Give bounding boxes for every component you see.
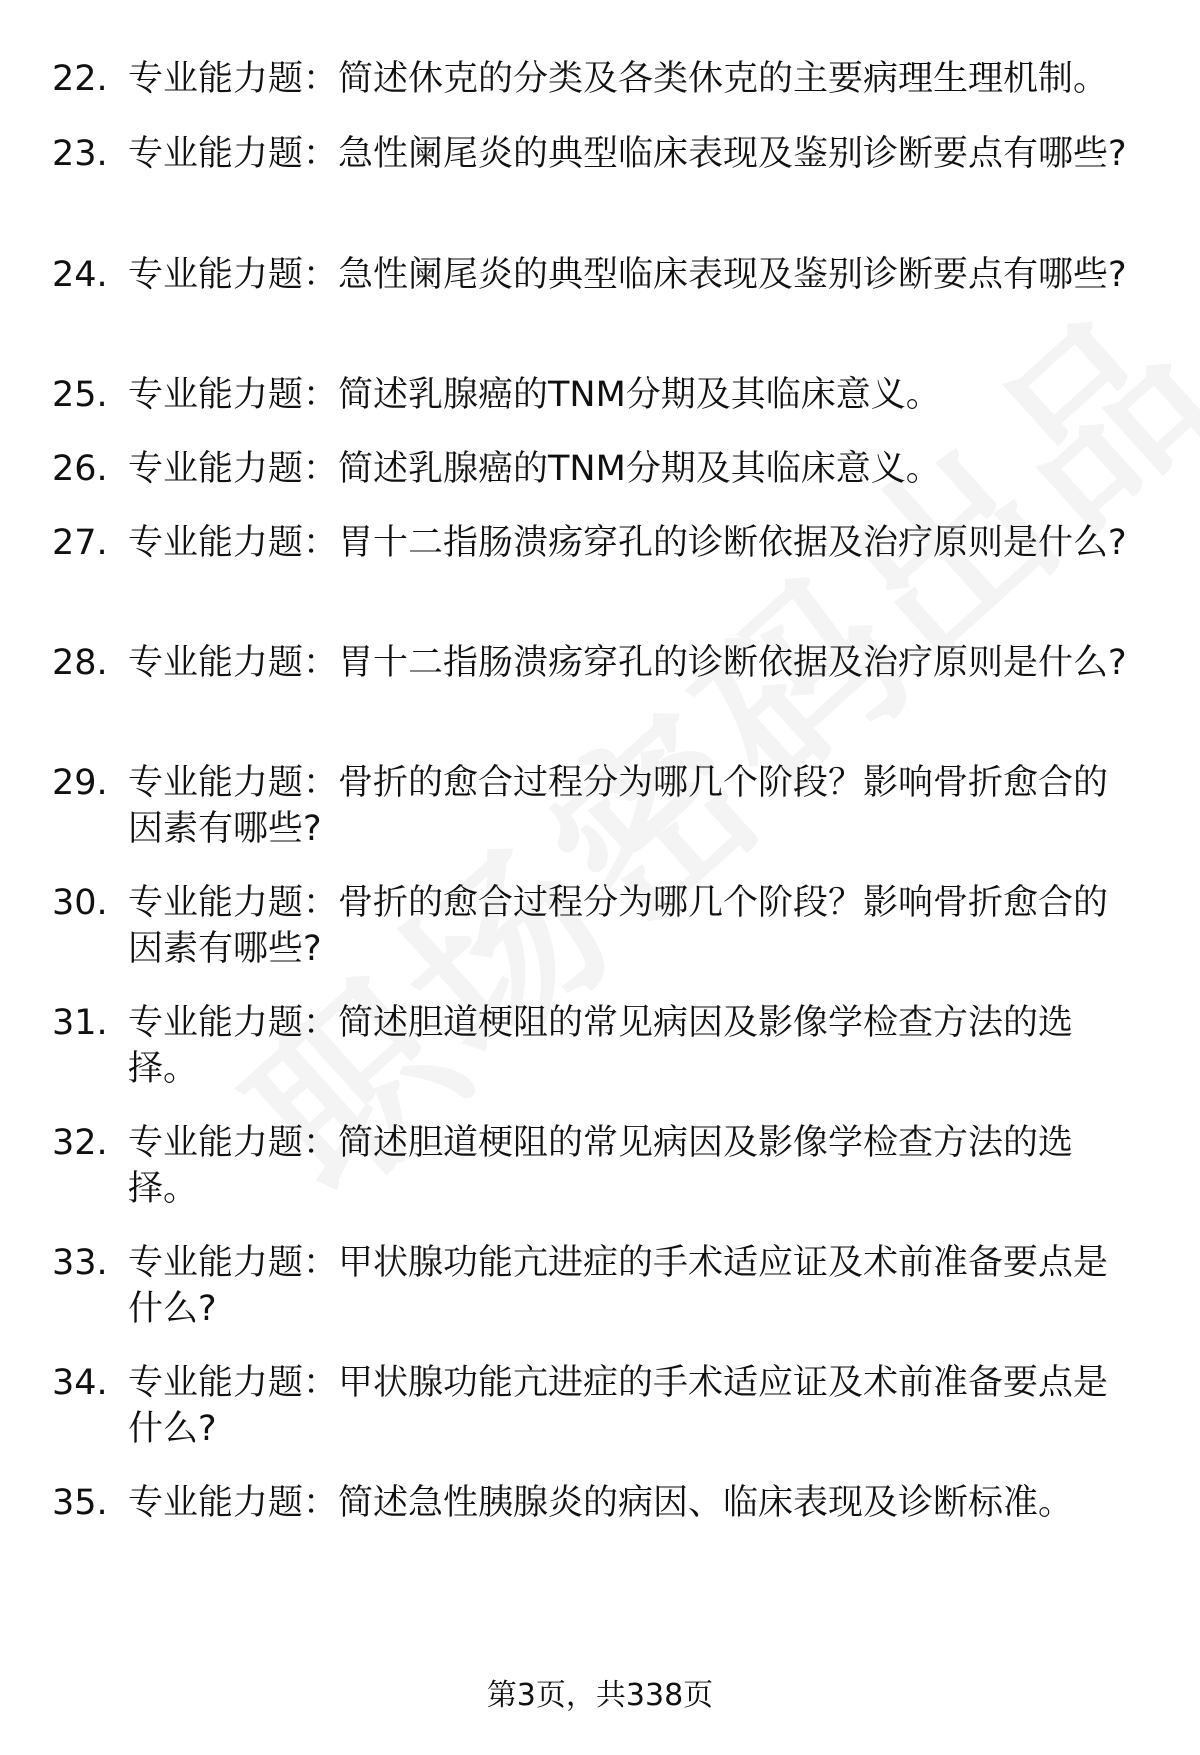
- question-text: 简述休克的分类及各类休克的主要病理生理机制。: [338, 59, 1109, 99]
- question-number: 26.: [52, 449, 108, 489]
- question-number: 25.: [52, 375, 108, 415]
- question-label: 专业能力题：: [128, 375, 339, 415]
- question-body: [128, 1360, 1138, 1452]
- question-number: 34.: [52, 1363, 108, 1403]
- question-number: 31.: [52, 1003, 108, 1043]
- question-label: 专业能力题：: [128, 523, 339, 563]
- question-label: 专业能力题：: [128, 59, 339, 99]
- question-body: [128, 56, 1138, 102]
- question-body: [128, 640, 1138, 686]
- question-label: 专业能力题：: [128, 763, 339, 803]
- question-label: 专业能力题：: [128, 883, 339, 923]
- question-text: 简述乳腺癌的TNM分期及其临床意义。: [338, 449, 941, 489]
- question-text: 骨折的愈合过程分为哪几个阶段？影响骨折愈合的因素有哪些?: [128, 883, 1109, 969]
- question-label: 专业能力题：: [128, 1003, 339, 1043]
- question-body: [128, 1480, 1138, 1526]
- question-number: 29.: [52, 763, 108, 803]
- question-body: [128, 372, 1138, 418]
- question-text: 简述胆道梗阻的常见病因及影像学检查方法的选择。: [128, 1123, 1074, 1209]
- question-text: 简述胆道梗阻的常见病因及影像学检查方法的选择。: [128, 1003, 1074, 1089]
- question-text: 甲状腺功能亢进症的手术适应证及术前准备要点是什么?: [128, 1243, 1109, 1329]
- question-text: 甲状腺功能亢进症的手术适应证及术前准备要点是什么?: [128, 1363, 1109, 1449]
- question-number: 23.: [52, 134, 108, 174]
- question-body: [128, 252, 1138, 298]
- question-body: [128, 760, 1138, 852]
- question-number: 35.: [52, 1483, 108, 1523]
- question-label: 专业能力题：: [128, 134, 339, 174]
- question-label: 专业能力题：: [128, 643, 339, 683]
- question-text: 胃十二指肠溃疡穿孔的诊断依据及治疗原则是什么?: [338, 523, 1127, 563]
- question-label: 专业能力题：: [128, 1363, 339, 1403]
- question-text: 简述乳腺癌的TNM分期及其临床意义。: [338, 375, 941, 415]
- question-number: 32.: [52, 1123, 108, 1163]
- question-number: 33.: [52, 1243, 108, 1283]
- question-label: 专业能力题：: [128, 1483, 339, 1523]
- question-body: [128, 1240, 1138, 1332]
- question-body: [128, 1120, 1138, 1212]
- question-body: [128, 131, 1138, 177]
- question-body: [128, 880, 1138, 972]
- question-label: 专业能力题：: [128, 1123, 339, 1163]
- question-text: 简述急性胰腺炎的病因、临床表现及诊断标准。: [338, 1483, 1074, 1523]
- question-number: 27.: [52, 523, 108, 563]
- question-number: 24.: [52, 255, 108, 295]
- page-footer: 第3页，共338页: [486, 1678, 714, 1713]
- question-body: [128, 446, 1138, 492]
- question-label: 专业能力题：: [128, 1243, 339, 1283]
- question-text: 急性阑尾炎的典型临床表现及鉴别诊断要点有哪些?: [338, 134, 1127, 174]
- question-label: 专业能力题：: [128, 255, 339, 295]
- question-body: [128, 1000, 1138, 1092]
- question-number: 30.: [52, 883, 108, 923]
- question-text: 胃十二指肠溃疡穿孔的诊断依据及治疗原则是什么?: [338, 643, 1127, 683]
- question-body: [128, 520, 1138, 566]
- question-text: 骨折的愈合过程分为哪几个阶段？影响骨折愈合的因素有哪些?: [128, 763, 1109, 849]
- question-number: 22.: [52, 59, 108, 99]
- question-text: 急性阑尾炎的典型临床表现及鉴别诊断要点有哪些?: [338, 255, 1127, 295]
- question-number: 28.: [52, 643, 108, 683]
- question-label: 专业能力题：: [128, 449, 339, 489]
